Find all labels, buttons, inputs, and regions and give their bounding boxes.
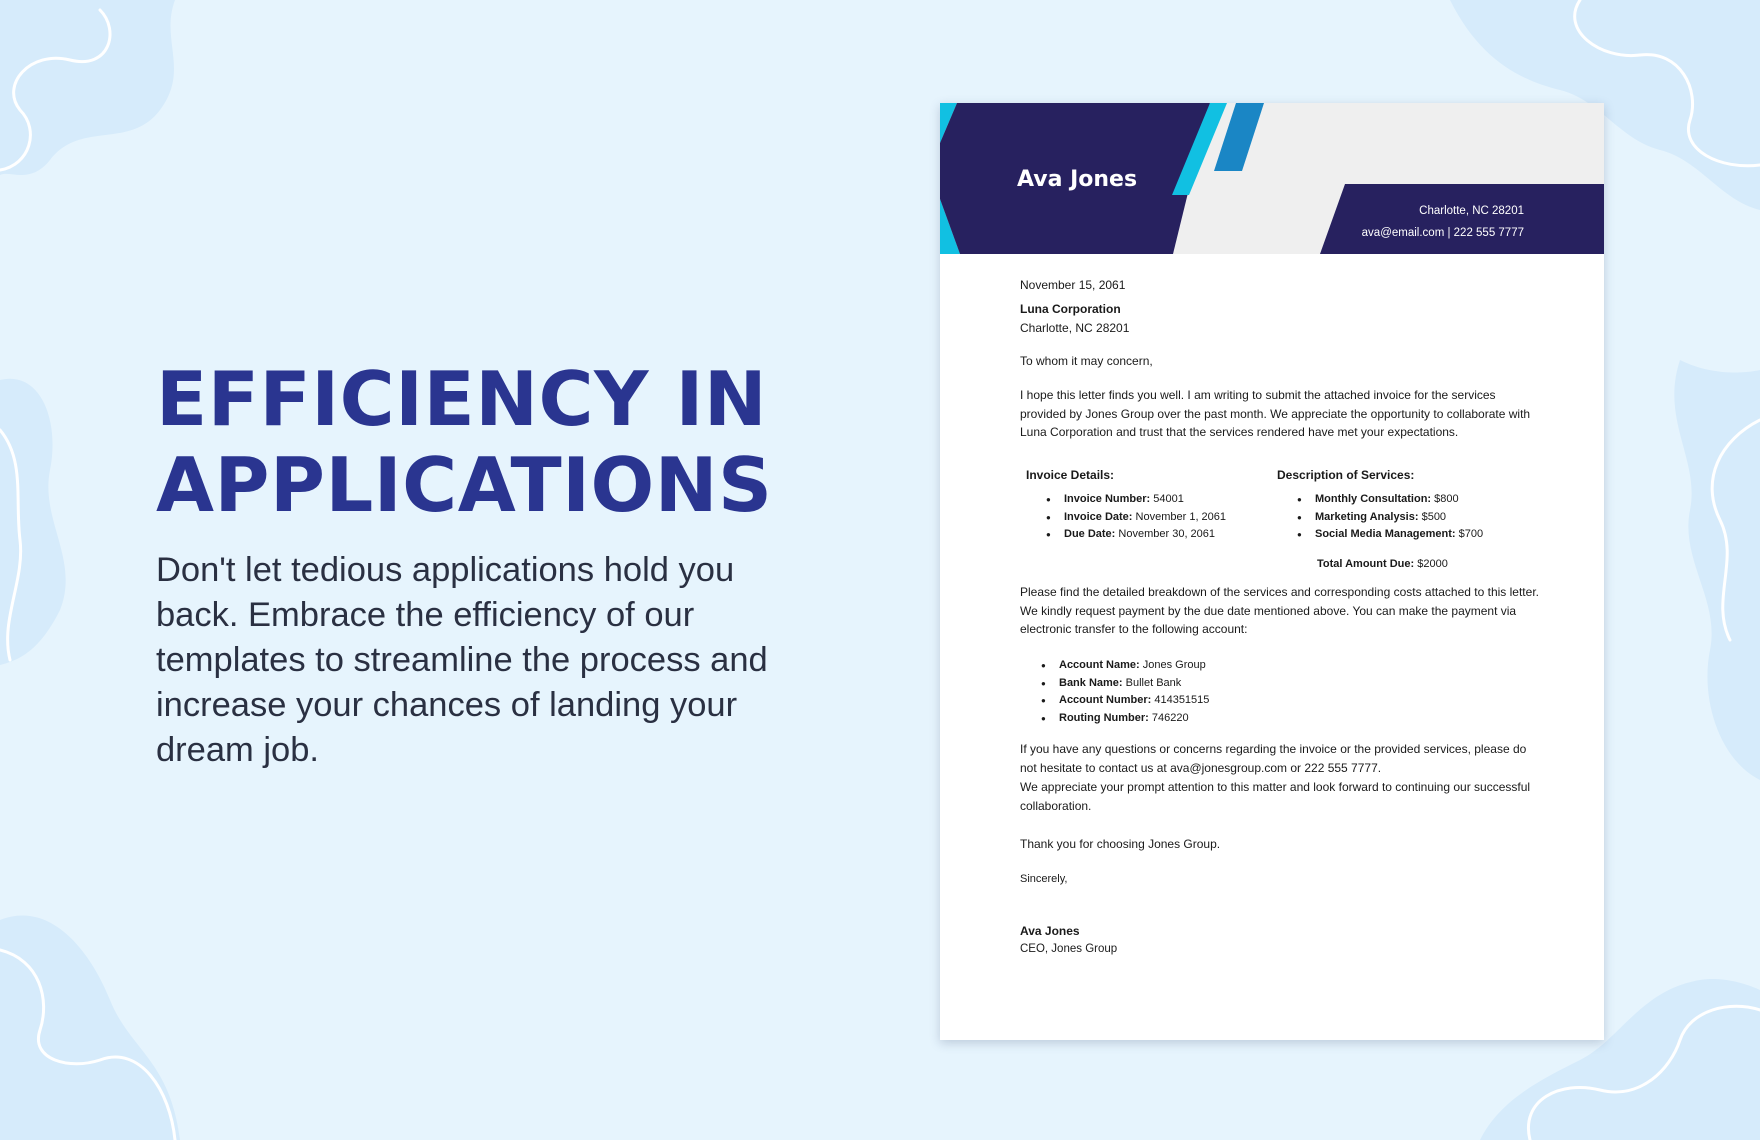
invoice-details-list: [1046, 491, 1226, 544]
sender-name: Ava Jones: [1017, 167, 1138, 192]
list-item: ● Routing Number: 746220: [1041, 710, 1209, 728]
promo-description: Don't let tedious applications hold you back. Embrace the efficiency of our templates to streamline the process and increase your chances of landing your dream job.: [156, 551, 768, 769]
intro-paragraph: I hope this letter finds you well. I am writing to submit the attached invoice for the services provided by Jones Group over the past month. We appreciate the opportunity to collaborate with Luna Corporation and trust that the services rendered have met your expectations.: [1020, 388, 1531, 440]
total-amount: Total Amount Due: $2000: [1317, 558, 1448, 570]
signature-title: CEO, Jones Group: [1020, 943, 1118, 955]
list-item: ● Social Media Management: $700: [1297, 526, 1483, 544]
letterhead: [940, 103, 1604, 254]
services-title: Description of Services:: [1277, 468, 1415, 482]
thanks-line: Thank you for choosing Jones Group.: [1020, 837, 1221, 851]
list-item: ● Due Date: November 30, 2061: [1046, 526, 1226, 544]
appreciation-paragraph: We appreciate your prompt attention to this matter and look forward to continuing our successful collaboration.: [1020, 780, 1531, 813]
list-item: ● Invoice Date: November 1, 2061: [1046, 509, 1226, 527]
recipient-company: Luna Corporation: [1020, 302, 1121, 316]
salutation: To whom it may concern,: [1020, 354, 1153, 368]
promo-heading: [156, 356, 856, 528]
list-item: ● Marketing Analysis: $500: [1297, 509, 1483, 527]
account-list: [1041, 657, 1209, 727]
sender-address: Charlotte, NC 28201: [1419, 205, 1524, 217]
sender-contact: [1362, 200, 1524, 244]
promo-heading-line2: APPLICATIONS: [156, 441, 773, 529]
letter-preview: [940, 103, 1604, 1040]
invoice-details-title: Invoice Details:: [1026, 468, 1115, 482]
signature-name: Ava Jones: [1020, 924, 1080, 938]
sender-email-phone: ava@email.com | 222 555 7777: [1361, 227, 1524, 239]
letter-date: November 15, 2061: [1020, 278, 1126, 292]
list-item: ● Bank Name: Bullet Bank: [1041, 675, 1209, 693]
recipient-address: Charlotte, NC 28201: [1020, 321, 1130, 335]
payment-paragraph: Please find the detailed breakdown of the services and corresponding costs attached to this letter. We kindly request payment by the due date mentioned above. You can make the payment via electronic transfer to the following account:: [1020, 585, 1539, 637]
services-list: [1297, 491, 1483, 544]
list-item: ● Account Name: Jones Group: [1041, 657, 1209, 675]
list-item: ● Invoice Number: 54001: [1046, 491, 1226, 509]
list-item: ● Monthly Consultation: $800: [1297, 491, 1483, 509]
closing: Sincerely,: [1020, 873, 1068, 885]
questions-paragraph: If you have any questions or concerns regarding the invoice or the provided services, please do not hesitate to contact us at ava@jonesgroup.com or 222 555 7777.: [1020, 742, 1527, 775]
list-item: ● Account Number: 414351515: [1041, 692, 1209, 710]
promo-heading-line1: EFFICIENCY IN: [156, 355, 768, 443]
